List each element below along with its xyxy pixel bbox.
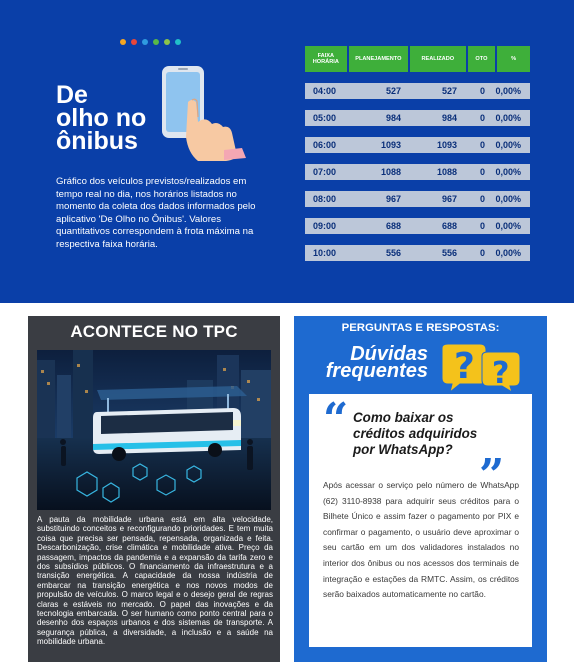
question-bubbles-icon <box>434 342 522 392</box>
table-cell: 04:00 <box>313 86 337 96</box>
table-row <box>305 218 530 234</box>
hand-phone-icon <box>152 62 248 162</box>
decorative-dots <box>120 39 181 45</box>
table-cell: 05:00 <box>313 113 337 123</box>
close-quote-icon: ” <box>479 450 505 501</box>
table-cell: 967 <box>441 194 457 204</box>
table-cell: 10:00 <box>313 248 337 258</box>
dot <box>142 39 148 45</box>
faq-title <box>320 343 428 382</box>
table-cell: 0 <box>479 140 485 150</box>
table-cell: 0,00% <box>495 221 521 231</box>
table-cell: 0,00% <box>495 140 521 150</box>
table-cell: 688 <box>441 221 457 231</box>
fleet-table <box>305 46 530 261</box>
hero-title-line: ônibus <box>56 127 138 155</box>
hero-title-line: De <box>56 81 88 109</box>
table-cell: 0 <box>479 221 485 231</box>
table-cell: 1088 <box>436 167 457 177</box>
table-cell: 0 <box>479 194 485 204</box>
table-row <box>305 137 530 153</box>
svg-text:?: ? <box>454 346 475 387</box>
table-cell: 1088 <box>380 167 401 177</box>
dot <box>131 39 137 45</box>
table-cell: 556 <box>441 248 457 258</box>
column-header: % <box>497 46 530 72</box>
faq-question: Como baixar os créditos adquiridos por WhatsApp? <box>353 410 478 457</box>
table-cell: 527 <box>441 86 457 96</box>
table-row <box>305 110 530 126</box>
table-cell: 0,00% <box>495 86 521 96</box>
table-cell: 0 <box>479 167 485 177</box>
table-cell: 0,00% <box>495 248 521 258</box>
table-cell: 0,00% <box>495 167 521 177</box>
news-card <box>28 316 280 662</box>
faq-title-line: frequentes <box>325 360 428 382</box>
table-row <box>305 191 530 207</box>
hero-title <box>56 81 147 155</box>
news-title: ACONTECE NO TPC <box>70 322 238 341</box>
open-quote-icon: “ <box>323 394 349 445</box>
table-cell: 0 <box>479 248 485 258</box>
faq-kicker: PERGUNTAS E RESPOSTAS: <box>341 322 500 334</box>
column-header: OTO <box>468 46 496 72</box>
column-header: FAIXA HORÁRIA <box>305 46 347 72</box>
faq-title-line: Dúvidas <box>350 343 428 365</box>
dot <box>120 39 126 45</box>
table-cell: 0 <box>479 113 485 123</box>
dot <box>164 39 170 45</box>
table-cell: 967 <box>385 194 401 204</box>
table-cell: 07:00 <box>313 167 337 177</box>
dot <box>175 39 181 45</box>
table-row <box>305 83 530 99</box>
table-cell: 1093 <box>436 140 457 150</box>
faq-answer: Após acessar o serviço pelo número de WhatsApp (62) 3110-8938 para adquirir seus créditos para o Bilhete Único e assim fazer o pagamento por PIX e confirmar o pagamento, o usuário deve aproximar o seu cartão em um dos validadores instalados no interior dos ônibus ou nos acessos dos terminais de integração e estações da RMTC. Assim, os créditos serão baixados automaticamente no cartão. <box>323 480 519 600</box>
svg-text:?: ? <box>492 356 510 391</box>
table-cell: 0 <box>479 86 485 96</box>
hero-title-line: olho no <box>56 104 147 132</box>
table-row <box>305 245 530 261</box>
faq-card <box>294 316 547 662</box>
table-cell: 527 <box>385 86 401 96</box>
column-header: REALIZADO <box>410 46 465 72</box>
table-row <box>305 164 530 180</box>
dot <box>153 39 159 45</box>
hero-band <box>0 0 574 303</box>
table-cell: 08:00 <box>313 194 337 204</box>
column-header: PLANEJAMENTO <box>349 46 408 72</box>
table-header <box>305 46 530 72</box>
electric-bus-photo <box>37 350 271 510</box>
table-cell: 984 <box>385 113 401 123</box>
table-cell: 984 <box>441 113 457 123</box>
table-cell: 09:00 <box>313 221 337 231</box>
faq-answer-box <box>309 394 532 647</box>
table-cell: 556 <box>385 248 401 258</box>
table-cell: 688 <box>385 221 401 231</box>
news-body: A pauta da mobilidade urbana está em alta velocidade, substituindo conceitos e reconfigurando prioridades. E tem muita coisa que precisa ser pensada, repensada, organizada e feita. Descarbonização, crise climática e mobilidade ativa. Preço da passagem, impactos da pandemia e a expansão da tarifa zero e dos subsídios públicos. O financiamento da infraestrutura e a transição energética. A capacidade da nossa indústria de embarcar na transição energética e nos novos modos de propulsão de veículos. O marco legal e o desejo geral de regras claras e estáveis no mercado. O papel das inovações e da tecnologia embarcada. O ser humano como ponto central para o desenho dos espaços urbanos e dos sistemas de transporte. A segurança pública, a diversidade, a inclusão e a saúde na mobilidade urbana. <box>37 515 273 647</box>
table-cell: 0,00% <box>495 113 521 123</box>
table-cell: 1093 <box>380 140 401 150</box>
hero-description: Gráfico dos veículos previstos/realizados em tempo real no dia, nos horários listados no momento da coleta dos dados informados pelo aplicativo 'De Olho no Ônibus'. Valores quantitativos correspondem à frota máxima na respectiva faixa horária. <box>56 176 256 250</box>
table-cell: 0,00% <box>495 194 521 204</box>
table-cell: 06:00 <box>313 140 337 150</box>
